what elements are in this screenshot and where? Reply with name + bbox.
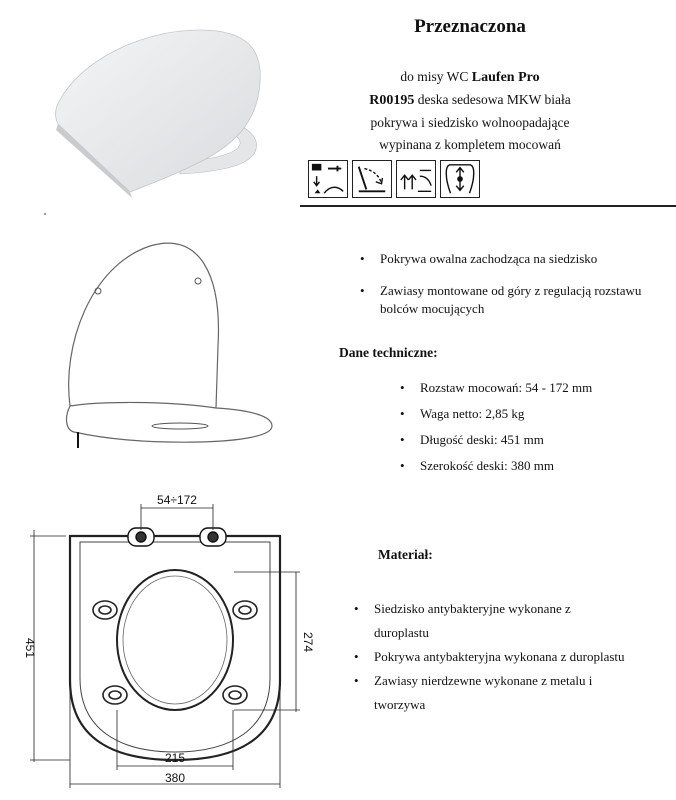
list-item: • Pokrywa owalna zachodząca na siedzisko bbox=[358, 250, 658, 268]
intro-line-4: wypinana z kompletem mocowań bbox=[379, 137, 561, 152]
side-view-drawing bbox=[40, 236, 290, 456]
tech-list bbox=[398, 379, 658, 483]
intro-line-2: R00195 deska sedesowa MKW biała bbox=[369, 92, 571, 108]
list-item: • Siedzisko antybakteryjne wykonane z duroplastu bbox=[352, 597, 574, 645]
intro-line-3: pokrywa i siedzisko wolnoopadające bbox=[370, 115, 570, 130]
page-title: Przeznaczona bbox=[414, 16, 526, 37]
quick-release-icon bbox=[440, 160, 480, 198]
list-item: • Zawiasy montowane od góry z regulacją rozstawu bolców mocujących bbox=[358, 282, 658, 318]
tech-heading: Dane techniczne: bbox=[339, 345, 438, 360]
list-item: • Pokrywa antybakteryjna wykonana z duroplastu bbox=[352, 645, 672, 669]
soft-close-icon bbox=[352, 160, 392, 198]
features-list bbox=[358, 250, 658, 332]
dim-mount-range: 54÷172 bbox=[157, 493, 197, 507]
list-item: • Szerokość deski: 380 mm bbox=[398, 457, 658, 475]
list-item: • Rozstaw mocowań: 54 - 172 mm bbox=[398, 379, 658, 397]
material-heading: Materiał: bbox=[378, 547, 433, 562]
material-list bbox=[352, 597, 672, 717]
brand-name: Laufen Pro bbox=[471, 70, 540, 85]
list-item: • Zawiasy nierdzewne wykonane z metalu i tworzywa bbox=[352, 669, 644, 717]
intro-line-1: do misy WC Laufen Pro bbox=[400, 69, 540, 85]
product-code: R00195 bbox=[369, 93, 415, 108]
section-divider bbox=[300, 205, 676, 207]
lift-off-icon bbox=[396, 160, 436, 198]
product-photo bbox=[40, 22, 280, 222]
product-description bbox=[300, 66, 640, 156]
feature-icons bbox=[308, 160, 480, 198]
dim-inner-length: 274 bbox=[301, 631, 315, 653]
dimension-drawing bbox=[20, 490, 320, 790]
list-item: • Waga netto: 2,85 kg bbox=[398, 405, 658, 423]
dim-width: 380 bbox=[164, 771, 186, 785]
dim-length: 451 bbox=[23, 637, 37, 659]
list-item: • Długość deski: 451 mm bbox=[398, 431, 658, 449]
dim-inner-width: 215 bbox=[164, 751, 186, 765]
hinge-mount-icon bbox=[308, 160, 348, 198]
